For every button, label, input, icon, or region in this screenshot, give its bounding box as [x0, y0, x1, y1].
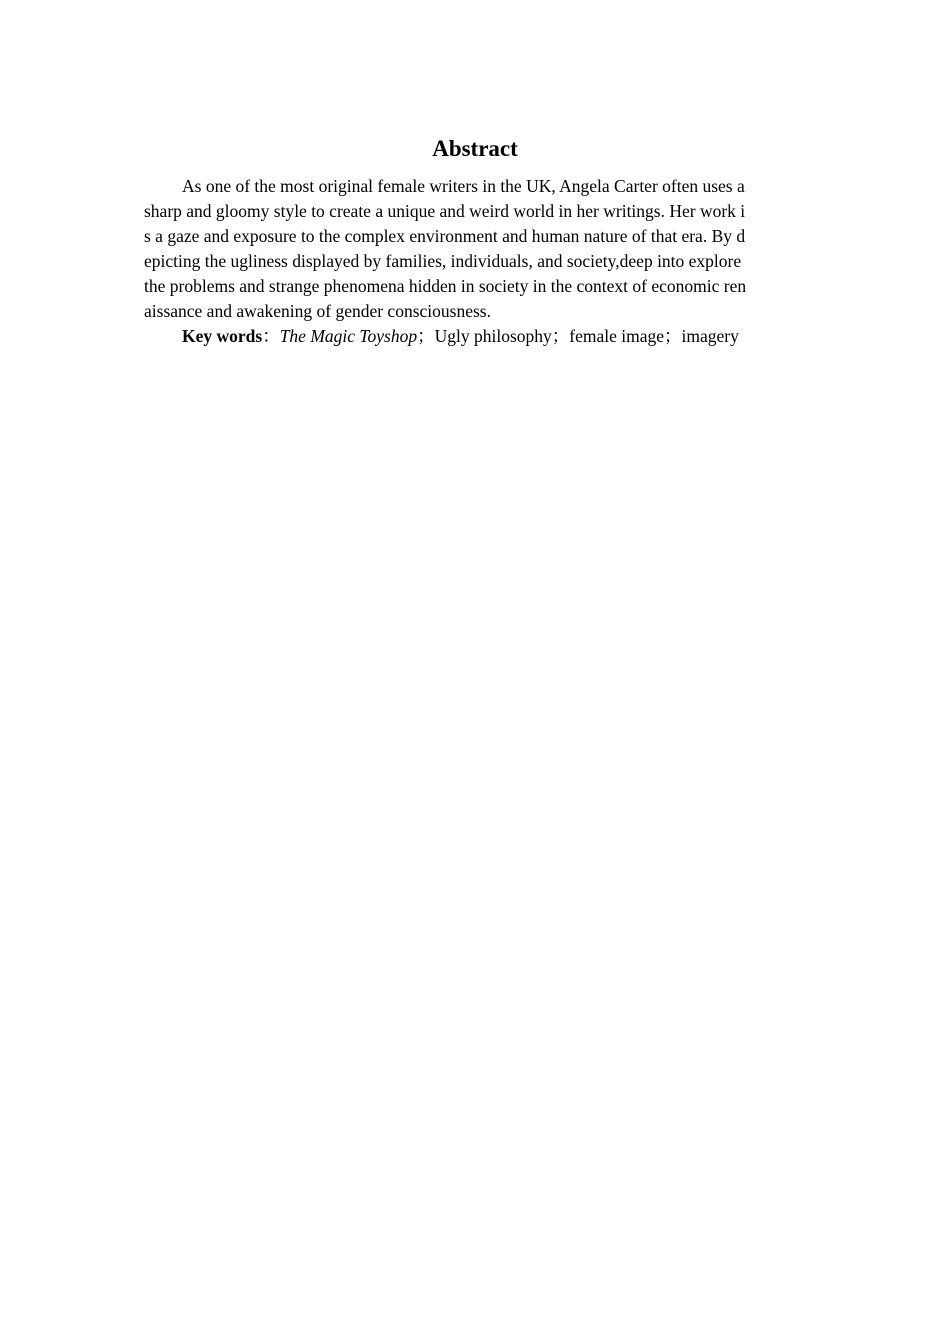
abstract-line-2: sharp and gloomy style to create a unique and weird world in her writings. Her work i: [144, 201, 746, 221]
keyword-separator-2: ；: [551, 326, 570, 346]
keyword-4: imagery: [681, 326, 739, 346]
abstract-line-1: As one of the most original female writers in the UK, Angela Carter often uses a: [182, 176, 745, 196]
keyword-separator-3: ；: [664, 326, 682, 346]
abstract-line-6: aissance and awakening of gender consciousness.: [144, 301, 491, 321]
keyword-1: The Magic Toyshop: [279, 326, 418, 346]
keyword-separator-1: ；: [417, 326, 435, 346]
abstract-line-5: the problems and strange phenomena hidden in society in the context of economic ren: [144, 276, 747, 296]
abstract-title: Abstract: [432, 136, 518, 161]
keyword-2: Ugly philosophy: [434, 326, 552, 346]
abstract-line-3: s a gaze and exposure to the complex environment and human nature of that era. By d: [144, 226, 746, 246]
keywords-colon: ：: [262, 326, 280, 346]
abstract-line-4: epicting the ugliness displayed by families, individuals, and society,deep into explore: [144, 251, 742, 271]
keywords-line: [182, 324, 862, 349]
keyword-3: female image: [569, 326, 665, 346]
keywords-label: Key words: [182, 326, 263, 346]
